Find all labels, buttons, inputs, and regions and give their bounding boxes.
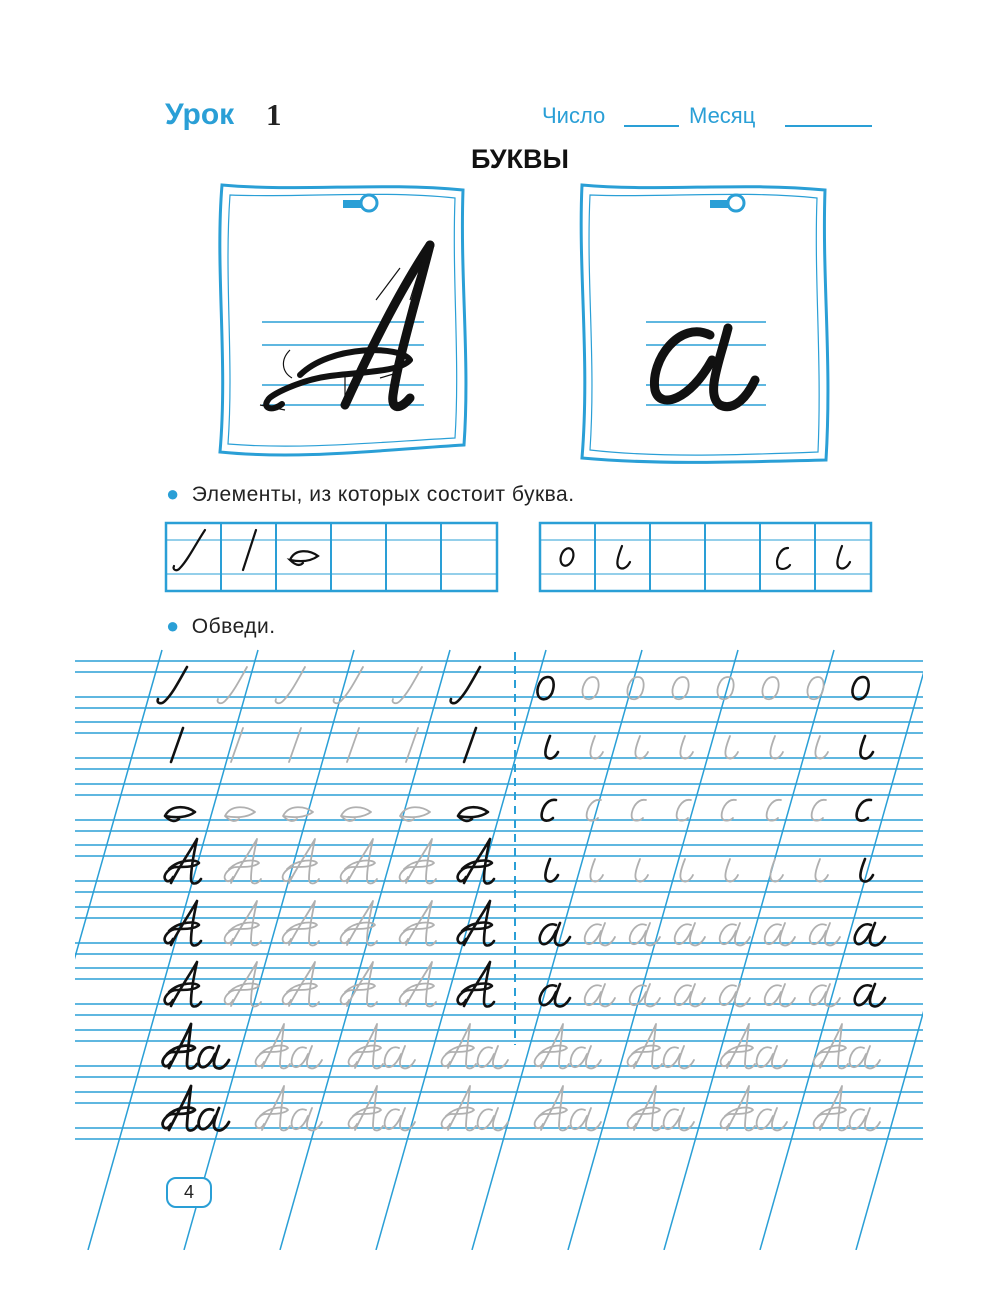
card-capital-a	[220, 185, 466, 455]
slant-line	[664, 650, 834, 1250]
card-small-a	[581, 185, 828, 462]
glyph-a	[810, 923, 840, 945]
glyph-i	[635, 859, 648, 882]
glyph-i	[860, 736, 873, 759]
slant-line	[760, 650, 930, 1250]
glyph-a	[855, 923, 885, 945]
practice-lines	[0, 650, 1000, 1250]
glyph-c	[722, 800, 736, 821]
page-title: БУКВЫ	[471, 144, 569, 174]
glyph-a	[630, 923, 660, 945]
glyph-c	[767, 800, 781, 821]
slant-line	[184, 650, 354, 1250]
glyph-i	[725, 736, 738, 759]
glyph-o	[807, 677, 823, 699]
glyph-loop	[165, 807, 195, 821]
glyph-a	[630, 984, 660, 1006]
glyph-a	[720, 923, 750, 945]
glyph-o	[852, 677, 868, 699]
glyph-a	[585, 984, 615, 1006]
elements-grid-right	[540, 523, 871, 591]
slant-line	[88, 650, 258, 1250]
bullet-icon: ●	[166, 481, 180, 506]
instruction-trace-text: Обведи.	[191, 615, 276, 638]
bullet-icon: ●	[166, 613, 180, 638]
glyph-a	[765, 923, 795, 945]
glyph-o	[537, 677, 553, 699]
glyph-a	[720, 984, 750, 1006]
month-label: Месяц	[689, 103, 756, 128]
glyph-i	[860, 859, 873, 882]
glyph-a	[855, 984, 885, 1006]
slant-line	[472, 650, 642, 1250]
slant-line	[376, 650, 546, 1250]
glyph-loop	[283, 807, 313, 821]
glyph-o	[627, 677, 643, 699]
glyph-i	[770, 736, 783, 759]
glyph-i	[815, 736, 828, 759]
glyph-a	[585, 923, 615, 945]
glyph-loop	[458, 807, 488, 821]
slant-line	[280, 650, 450, 1250]
instruction-trace	[166, 613, 276, 639]
glyph-a	[675, 984, 705, 1006]
elements-grid-left	[166, 523, 497, 591]
slant-line	[856, 650, 1000, 1250]
instruction-elements	[166, 481, 575, 507]
glyph-i	[545, 736, 558, 759]
slant-line	[0, 650, 162, 1250]
date-label: Число	[542, 103, 606, 128]
glyph-c	[632, 800, 646, 821]
glyph-i	[815, 859, 828, 882]
glyph-o	[582, 677, 598, 699]
glyph-o	[762, 677, 778, 699]
glyph-i	[635, 736, 648, 759]
glyph-c	[812, 800, 826, 821]
lesson-number: 1	[266, 97, 282, 132]
glyph-a	[810, 984, 840, 1006]
elements-left-strokes	[174, 530, 318, 570]
glyph-c	[857, 800, 871, 821]
glyph-loop	[341, 807, 371, 821]
glyph-a	[765, 984, 795, 1006]
glyph-i	[545, 859, 558, 882]
slant-line	[952, 650, 1000, 1250]
glyph-loop	[225, 807, 255, 821]
lesson-word: Урок	[165, 98, 235, 131]
glyph-i	[590, 859, 603, 882]
glyph-c	[677, 800, 691, 821]
glyph-i	[590, 736, 603, 759]
instruction-elements-text: Элементы, из которых состоит буква.	[191, 483, 575, 506]
glyph-i	[680, 859, 693, 882]
slant-line	[0, 650, 66, 1250]
glyph-i	[725, 859, 738, 882]
glyph-i	[680, 736, 693, 759]
glyph-a	[540, 923, 570, 945]
glyph-c	[542, 800, 556, 821]
page-number: 4	[166, 1177, 212, 1208]
glyph-o	[672, 677, 688, 699]
glyph-a	[675, 923, 705, 945]
